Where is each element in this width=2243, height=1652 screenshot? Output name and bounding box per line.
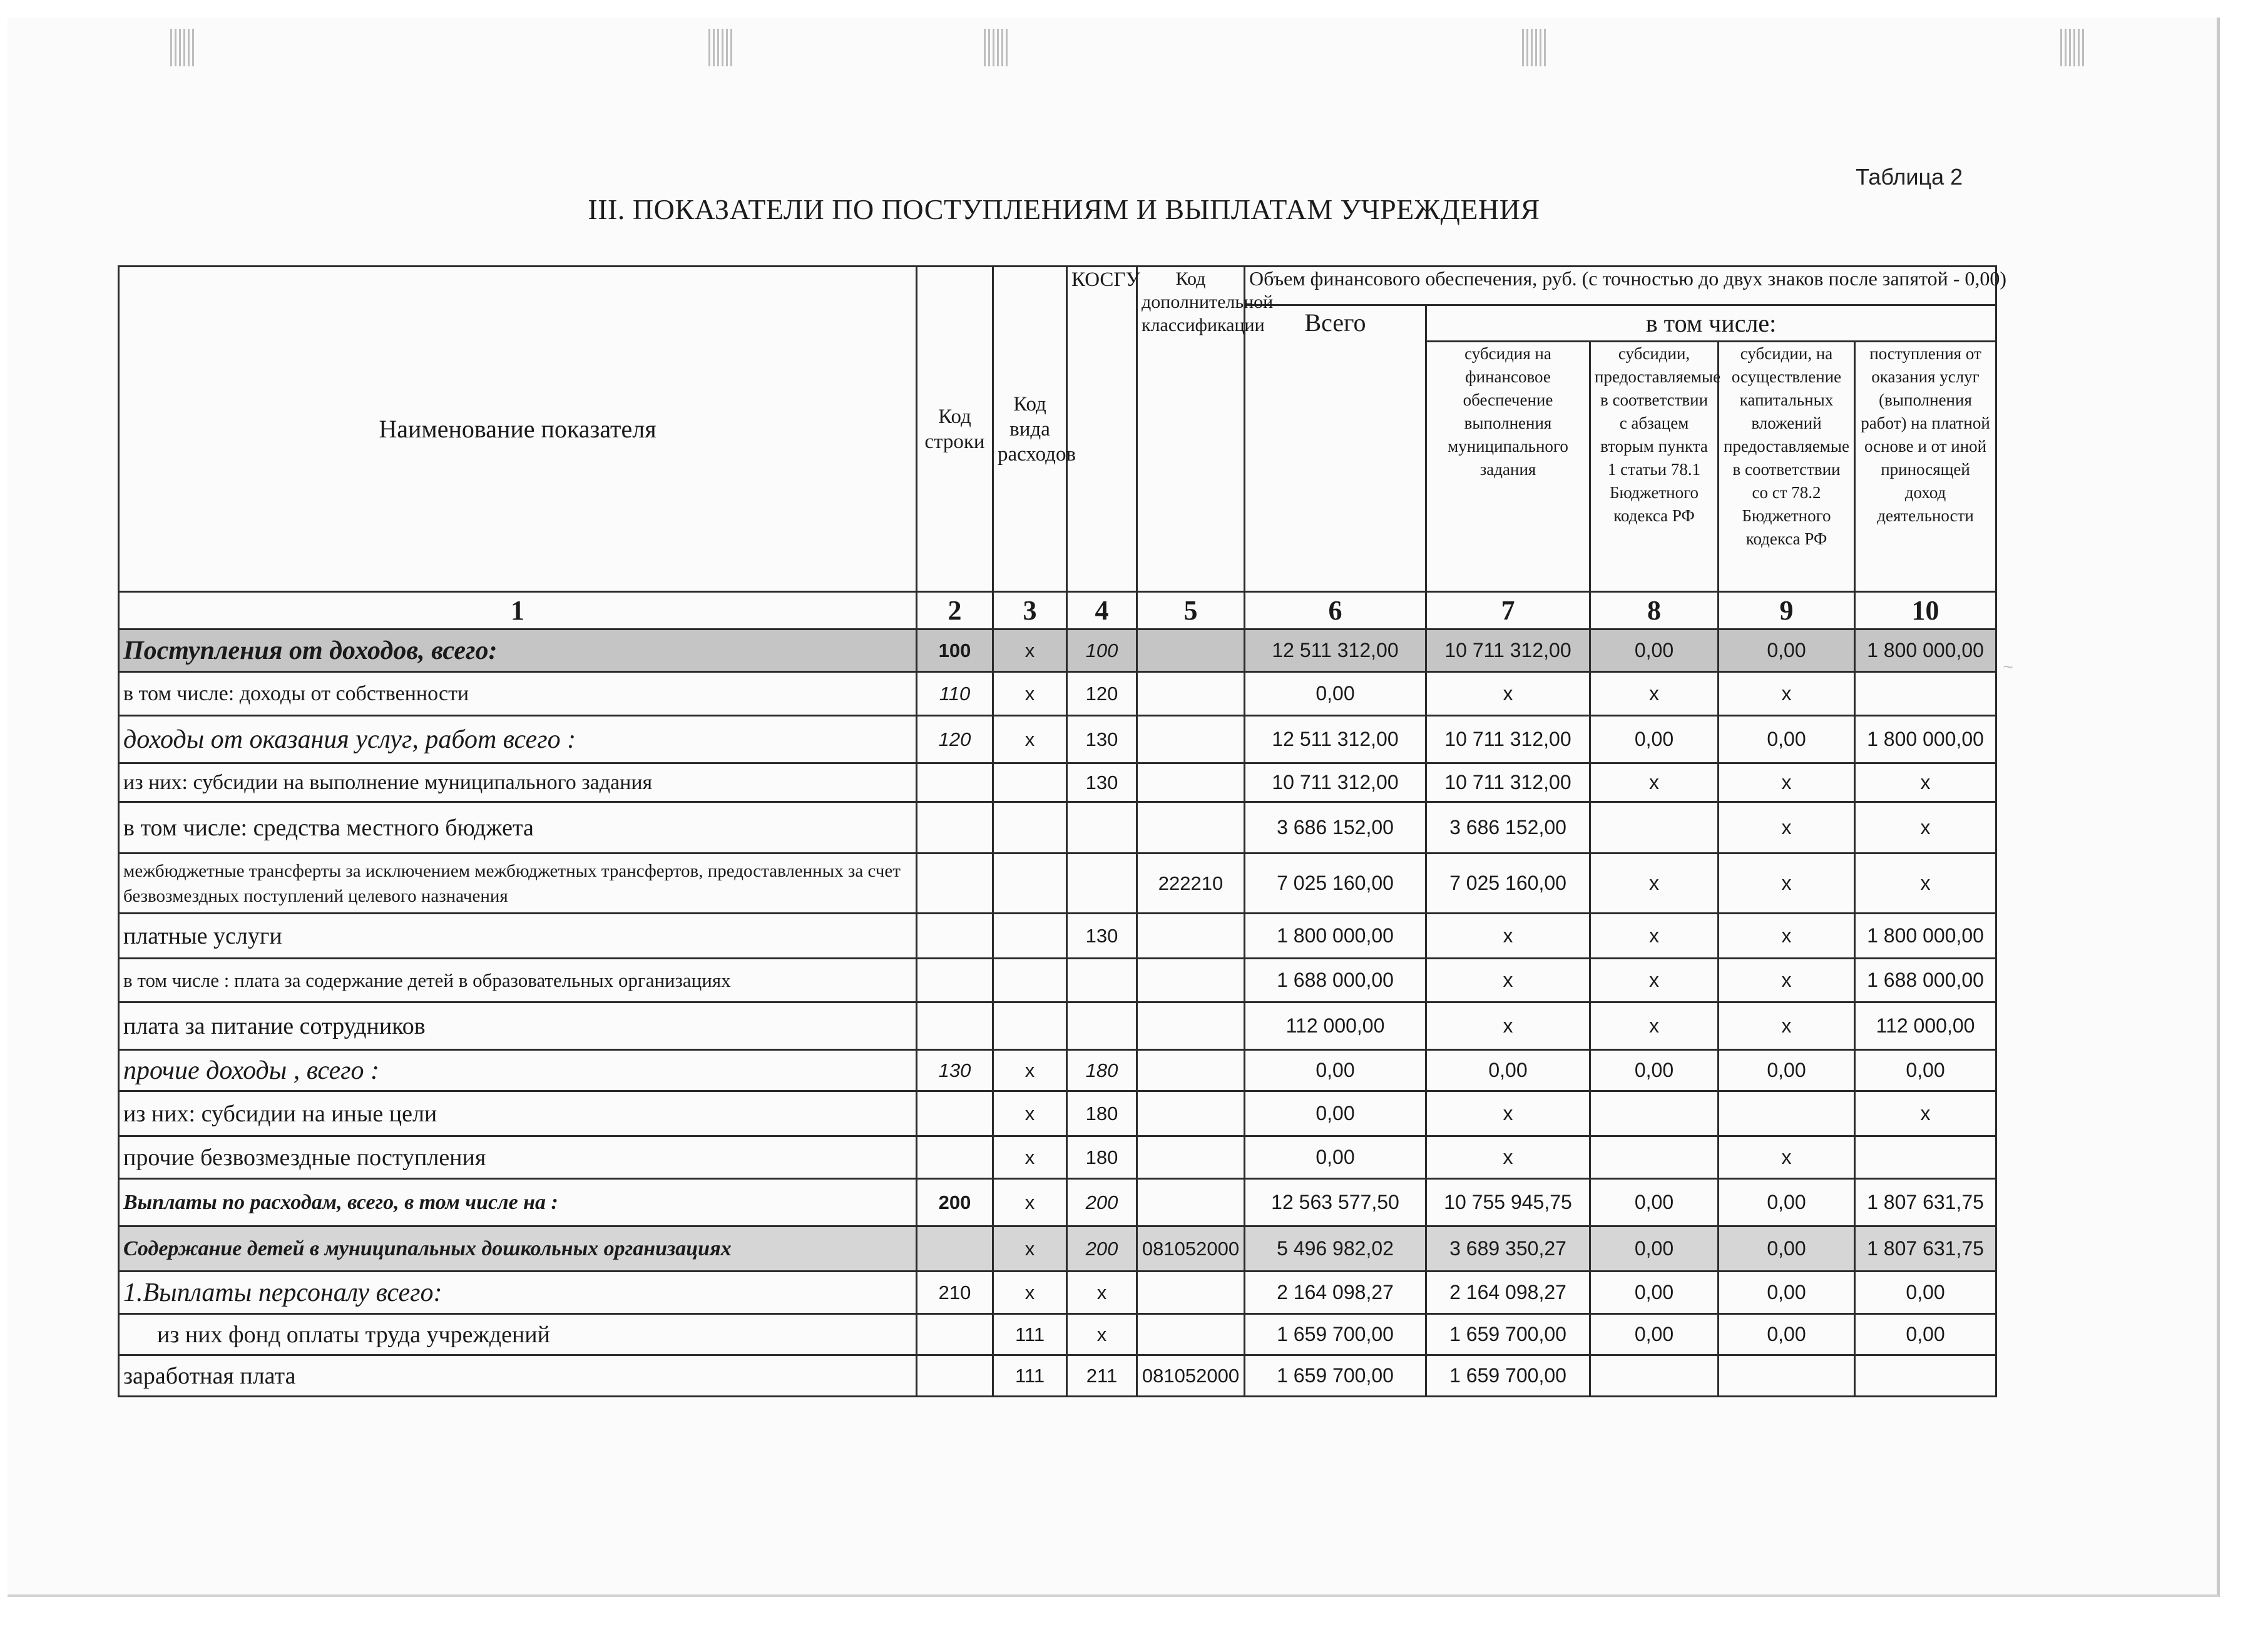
cell-c9: x [1719, 959, 1855, 1002]
cell-c8: 0,00 [1590, 1314, 1719, 1355]
header-extra-code-column: Код дополнительной классификации [1137, 267, 1245, 592]
cell-c9: x [1719, 854, 1855, 914]
cell-code [917, 802, 993, 854]
cell-c7: 2 164 098,27 [1426, 1272, 1590, 1314]
cell-extra: 222210 [1137, 854, 1245, 914]
header-kosgu-column: КОСГУ [1067, 267, 1137, 592]
cell-extra [1137, 802, 1245, 854]
cell-kind [993, 854, 1067, 914]
cell-kind [993, 763, 1067, 802]
column-number: 2 [917, 592, 993, 630]
header-total: Всего [1245, 305, 1426, 592]
cell-c10 [1855, 1355, 1996, 1397]
column-number: 3 [993, 592, 1067, 630]
cell-c10: 1 688 000,00 [1855, 959, 1996, 1002]
cell-code [917, 1226, 993, 1272]
cell-kosgu: 180 [1067, 1091, 1137, 1136]
cell-c7: 10 711 312,00 [1426, 716, 1590, 763]
table-row [119, 1091, 1996, 1136]
cell-kosgu: 100 [1067, 630, 1137, 672]
cell-kind: x [993, 716, 1067, 763]
cell-c10: x [1855, 802, 1996, 854]
page-title: III. ПОКАЗАТЕЛИ ПО ПОСТУПЛЕНИЯМ И ВЫПЛАТАМ УЧРЕЖДЕНИЯ [588, 193, 1540, 225]
cell-c10: x [1855, 1091, 1996, 1136]
cell-total: 2 164 098,27 [1245, 1272, 1426, 1314]
cell-c10: 1 800 000,00 [1855, 716, 1996, 763]
cell-c9: x [1719, 802, 1855, 854]
cell-kind: x [993, 630, 1067, 672]
cell-name: Выплаты по расходам, всего, в том числе на : [119, 1179, 917, 1226]
header-kind-column: Код вида расходов [993, 267, 1067, 592]
cell-c7: 1 659 700,00 [1426, 1314, 1590, 1355]
cell-name: Поступления от доходов, всего: [119, 630, 917, 672]
cell-code [917, 1091, 993, 1136]
cell-kind: x [993, 672, 1067, 716]
cell-kosgu: 130 [1067, 716, 1137, 763]
cell-c10: x [1855, 854, 1996, 914]
cell-c9: 0,00 [1719, 630, 1855, 672]
bleed-through-scribble: ~ [2003, 657, 2013, 676]
cell-c8 [1590, 1136, 1719, 1179]
cell-c7: x [1426, 1136, 1590, 1179]
cell-c7: x [1426, 1002, 1590, 1050]
cell-total: 0,00 [1245, 1091, 1426, 1136]
table-row [119, 1314, 1996, 1355]
cell-c8: x [1590, 763, 1719, 802]
cell-total: 10 711 312,00 [1245, 763, 1426, 802]
cell-extra [1137, 959, 1245, 1002]
column-number: 5 [1137, 592, 1245, 630]
cell-c7: 10 711 312,00 [1426, 763, 1590, 802]
cell-c9: 0,00 [1719, 1050, 1855, 1091]
cell-c9: x [1719, 1136, 1855, 1179]
cell-c8: 0,00 [1590, 1050, 1719, 1091]
header-name-column: Наименование показателя [119, 267, 917, 592]
column-number: 10 [1855, 592, 1996, 630]
table-row [119, 959, 1996, 1002]
cell-c8: x [1590, 672, 1719, 716]
cell-total: 5 496 982,02 [1245, 1226, 1426, 1272]
cell-extra [1137, 630, 1245, 672]
cell-extra [1137, 716, 1245, 763]
cell-c8: 0,00 [1590, 630, 1719, 672]
cell-c8: 0,00 [1590, 1272, 1719, 1314]
cell-c7: 3 689 350,27 [1426, 1226, 1590, 1272]
cell-total: 1 800 000,00 [1245, 914, 1426, 959]
table-row [119, 1355, 1996, 1397]
cell-c8: 0,00 [1590, 1226, 1719, 1272]
cell-name: прочие безвозмездные поступления [119, 1136, 917, 1179]
cell-c10: 0,00 [1855, 1272, 1996, 1314]
cell-code: 210 [917, 1272, 993, 1314]
cell-c8: x [1590, 854, 1719, 914]
scan-artifact [2060, 29, 2085, 66]
cell-c7: x [1426, 959, 1590, 1002]
cell-extra [1137, 1050, 1245, 1091]
table-row [119, 1272, 1996, 1314]
table-row [119, 1050, 1996, 1091]
cell-code [917, 1314, 993, 1355]
cell-code [917, 1002, 993, 1050]
cell-extra: 081052000 [1137, 1226, 1245, 1272]
table-row [119, 1179, 1996, 1226]
column-number: 1 [119, 592, 917, 630]
cell-name: 1.Выплаты персоналу всего: [119, 1272, 917, 1314]
cell-c7: 7 025 160,00 [1426, 854, 1590, 914]
cell-code: 110 [917, 672, 993, 716]
cell-c10: 1 800 000,00 [1855, 630, 1996, 672]
cell-c8: 0,00 [1590, 1179, 1719, 1226]
cell-total: 0,00 [1245, 1050, 1426, 1091]
header-col8: субсидии, предоставляемые в соответствии с абзацем вторым пункта 1 статьи 78.1 Бюджетного кодекса РФ [1590, 342, 1719, 592]
scan-artifact [984, 29, 1009, 66]
cell-extra [1137, 1272, 1245, 1314]
cell-name: в том числе : плата за содержание детей в образовательных организациях [119, 959, 917, 1002]
cell-extra [1137, 1314, 1245, 1355]
cell-code: 200 [917, 1179, 993, 1226]
scan-artifact [1522, 29, 1547, 66]
header-col7: субсидия на финансовое обеспечение выполнения муниципального задания [1426, 342, 1590, 592]
cell-kind: x [993, 1050, 1067, 1091]
cell-c8 [1590, 802, 1719, 854]
table-row [119, 672, 1996, 716]
cell-code [917, 1355, 993, 1397]
table-row [119, 1136, 1996, 1179]
cell-extra [1137, 1091, 1245, 1136]
table-row [119, 914, 1996, 959]
cell-code [917, 959, 993, 1002]
cell-kosgu: 200 [1067, 1179, 1137, 1226]
table-row [119, 716, 1996, 763]
header-code-column: Код строки [917, 267, 993, 592]
cell-c9: 0,00 [1719, 1272, 1855, 1314]
cell-c9: 0,00 [1719, 1226, 1855, 1272]
cell-total: 1 659 700,00 [1245, 1314, 1426, 1355]
cell-name: плата за питание сотрудников [119, 1002, 917, 1050]
cell-total: 1 659 700,00 [1245, 1355, 1426, 1397]
cell-c10: 0,00 [1855, 1050, 1996, 1091]
cell-total: 112 000,00 [1245, 1002, 1426, 1050]
cell-kosgu: x [1067, 1272, 1137, 1314]
cell-kosgu: 130 [1067, 914, 1137, 959]
table-row [119, 1226, 1996, 1272]
cell-code [917, 1136, 993, 1179]
cell-c7: x [1426, 914, 1590, 959]
cell-extra [1137, 914, 1245, 959]
cell-c7: 3 686 152,00 [1426, 802, 1590, 854]
cell-c9 [1719, 1091, 1855, 1136]
cell-kind: x [993, 1091, 1067, 1136]
cell-total: 7 025 160,00 [1245, 854, 1426, 914]
cell-c8 [1590, 1091, 1719, 1136]
cell-c10: 1 807 631,75 [1855, 1226, 1996, 1272]
cell-c9: 0,00 [1719, 716, 1855, 763]
table-row [119, 630, 1996, 672]
cell-c10 [1855, 672, 1996, 716]
cell-total: 12 511 312,00 [1245, 716, 1426, 763]
cell-kosgu [1067, 1002, 1137, 1050]
cell-c10: 0,00 [1855, 1314, 1996, 1355]
cell-code [917, 763, 993, 802]
cell-c7: 10 711 312,00 [1426, 630, 1590, 672]
cell-kosgu [1067, 959, 1137, 1002]
cell-name: платные услуги [119, 914, 917, 959]
cell-c7: x [1426, 672, 1590, 716]
cell-c8: x [1590, 959, 1719, 1002]
scan-artifact [708, 29, 733, 66]
cell-total: 1 688 000,00 [1245, 959, 1426, 1002]
cell-c9: x [1719, 672, 1855, 716]
header-col9: субсидии, на осуществление капитальных вложений предоставляемые в соответствии со ст 78.2 Бюджетного кодекса РФ [1719, 342, 1855, 592]
cell-name: в том числе: средства местного бюджета [119, 802, 917, 854]
cell-name: прочие доходы , всего : [119, 1050, 917, 1091]
column-number: 9 [1719, 592, 1855, 630]
header-col10: поступления от оказания услуг (выполнения работ) на платной основе и от иной приносящей доход деятельности [1855, 342, 1996, 592]
cell-extra [1137, 763, 1245, 802]
cell-total: 12 563 577,50 [1245, 1179, 1426, 1226]
cell-c9: x [1719, 914, 1855, 959]
cell-total: 0,00 [1245, 672, 1426, 716]
cell-c10: x [1855, 763, 1996, 802]
cell-c9: 0,00 [1719, 1314, 1855, 1355]
scan-artifact [170, 29, 195, 66]
cell-kosgu: 120 [1067, 672, 1137, 716]
cell-total: 3 686 152,00 [1245, 802, 1426, 854]
cell-kind: x [993, 1272, 1067, 1314]
cell-c8: 0,00 [1590, 716, 1719, 763]
cell-c10: 1 800 000,00 [1855, 914, 1996, 959]
cell-extra [1137, 1002, 1245, 1050]
cell-extra [1137, 1179, 1245, 1226]
cell-c7: 0,00 [1426, 1050, 1590, 1091]
column-number: 4 [1067, 592, 1137, 630]
cell-c10: 1 807 631,75 [1855, 1179, 1996, 1226]
cell-kind: x [993, 1179, 1067, 1226]
cell-code [917, 854, 993, 914]
cell-c8 [1590, 1355, 1719, 1397]
cell-name: из них: субсидии на иные цели [119, 1091, 917, 1136]
cell-c8: x [1590, 1002, 1719, 1050]
cell-c10 [1855, 1136, 1996, 1179]
cell-name: межбюджетные трансферты за исключением межбюджетных трансфертов, предоставленных за счет безвозмездных поступлений целевого назначения [119, 854, 917, 914]
cell-extra: 081052000 [1137, 1355, 1245, 1397]
cell-kosgu: 180 [1067, 1050, 1137, 1091]
table-body [119, 630, 1996, 1397]
table-row [119, 802, 1996, 854]
cell-kosgu: 200 [1067, 1226, 1137, 1272]
table-row [119, 854, 1996, 914]
cell-c10: 112 000,00 [1855, 1002, 1996, 1050]
cell-kind [993, 959, 1067, 1002]
header-volume: Объем финансового обеспечения, руб. (с точностью до двух знаков после запятой - 0,00) [1245, 267, 1996, 305]
cell-name: заработная плата [119, 1355, 917, 1397]
header-including: в том числе: [1426, 305, 1996, 342]
column-number: 8 [1590, 592, 1719, 630]
cell-kosgu: x [1067, 1314, 1137, 1355]
cell-code [917, 914, 993, 959]
cell-extra [1137, 1136, 1245, 1179]
cell-kind [993, 914, 1067, 959]
cell-c9: 0,00 [1719, 1179, 1855, 1226]
cell-name: доходы от оказания услуг, работ всего : [119, 716, 917, 763]
cell-total: 0,00 [1245, 1136, 1426, 1179]
cell-kosgu: 130 [1067, 763, 1137, 802]
column-number: 7 [1426, 592, 1590, 630]
cell-code: 100 [917, 630, 993, 672]
cell-kind: 111 [993, 1314, 1067, 1355]
table-number-label: Таблица 2 [1856, 164, 1963, 190]
cell-kosgu [1067, 802, 1137, 854]
indicators-table [118, 265, 2007, 1397]
cell-c7: x [1426, 1091, 1590, 1136]
cell-name: Содержание детей в муниципальных дошкольных организациях [119, 1226, 917, 1272]
cell-c9: x [1719, 763, 1855, 802]
cell-c7: 10 755 945,75 [1426, 1179, 1590, 1226]
table-row [119, 763, 1996, 802]
table-row [119, 1002, 1996, 1050]
cell-extra [1137, 672, 1245, 716]
cell-kind [993, 802, 1067, 854]
cell-kosgu: 180 [1067, 1136, 1137, 1179]
cell-c7: 1 659 700,00 [1426, 1355, 1590, 1397]
cell-name: из них: субсидии на выполнение муниципального задания [119, 763, 917, 802]
cell-kind: x [993, 1136, 1067, 1179]
column-number: 6 [1245, 592, 1426, 630]
cell-kind: x [993, 1226, 1067, 1272]
cell-kind [993, 1002, 1067, 1050]
cell-c9: x [1719, 1002, 1855, 1050]
cell-code: 120 [917, 716, 993, 763]
cell-code: 130 [917, 1050, 993, 1091]
cell-total: 12 511 312,00 [1245, 630, 1426, 672]
cell-c9 [1719, 1355, 1855, 1397]
cell-kosgu [1067, 854, 1137, 914]
cell-c8: x [1590, 914, 1719, 959]
cell-kind: 111 [993, 1355, 1067, 1397]
cell-name: в том числе: доходы от собственности [119, 672, 917, 716]
cell-kosgu: 211 [1067, 1355, 1137, 1397]
cell-name: из них фонд оплаты труда учреждений [119, 1314, 917, 1355]
